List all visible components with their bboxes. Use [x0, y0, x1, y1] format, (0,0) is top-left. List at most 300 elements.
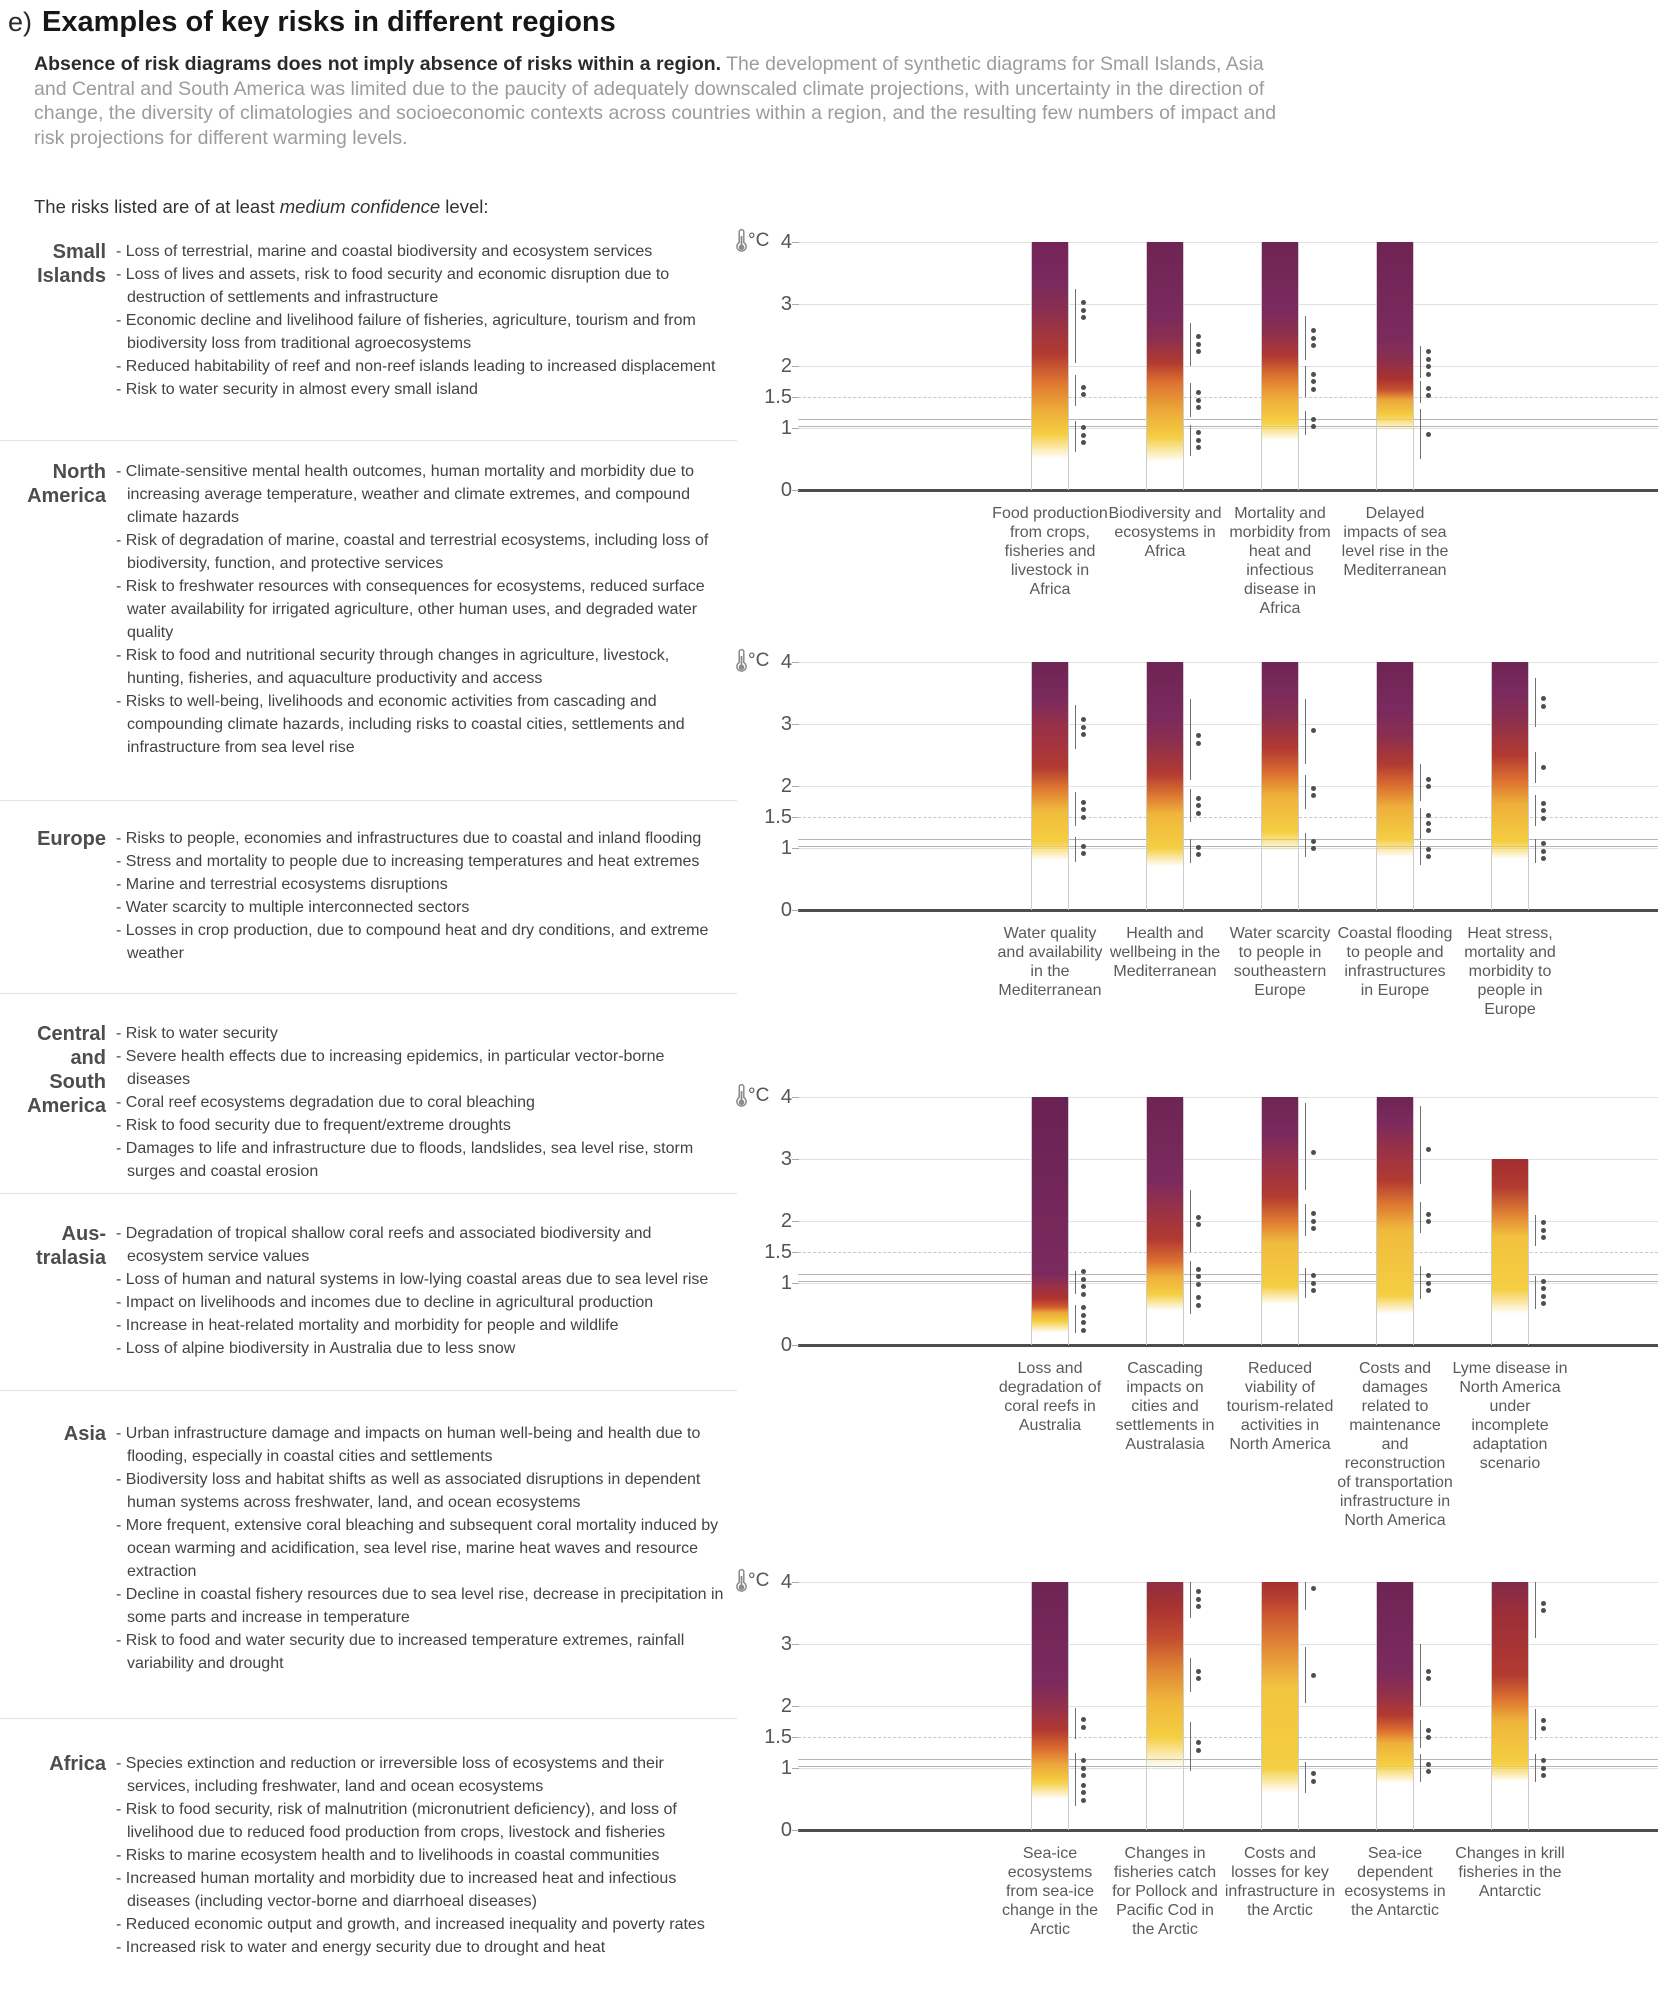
intro-bold-sentence: Absence of risk diagrams does not imply absence of risks within a region.	[34, 53, 722, 75]
confidence-dot	[1196, 803, 1201, 808]
confidence-dot	[1541, 1601, 1546, 1606]
risk-item: - Increase in heat-related mortality and morbidity for people and wildlife	[116, 1314, 730, 1337]
axis-unit	[736, 1083, 769, 1108]
risk-item: - Risk to food security, risk of malnutrition (micronutrient deficiency), and loss of livelihood due to reduced food production from crops, livestock and fisheries	[116, 1798, 730, 1844]
risk-item: - Risk of degradation of marine, coastal and terrestrial ecosystems, including loss of biodiversity, function, and protective services	[116, 529, 730, 575]
region-section-australasia	[0, 1222, 740, 1360]
x-axis-line	[798, 1829, 1658, 1832]
confidence-dot	[1541, 801, 1546, 806]
y-tick-label: 2	[780, 1695, 792, 1717]
transition-range-line	[1305, 833, 1306, 858]
confidence-dot	[1311, 793, 1316, 798]
confidence-dot	[1196, 334, 1201, 339]
confidence-dot	[1081, 1766, 1086, 1771]
confidence-dot	[1196, 445, 1201, 450]
risk-item: - Economic decline and livelihood failure of fisheries, agriculture, tourism and from biodiversity loss from traditional agroecosystems	[116, 309, 730, 355]
risk-item: - Reduced economic output and growth, and increased inequality and poverty rates	[116, 1913, 730, 1936]
region-label-central-and-south-america: Central and South America	[27, 1023, 106, 1117]
confidence-dot	[1081, 1305, 1086, 1310]
transition-range-line	[1420, 1266, 1421, 1299]
risk-item: - Reduced habitability of reef and non-reef islands leading to increased displacement	[116, 355, 730, 378]
ember-bar-reduced-viability-of-tourism-related-act	[1261, 1097, 1299, 1345]
region-label-europe: Europe	[37, 828, 106, 850]
risk-item: - Loss of terrestrial, marine and coastal biodiversity and ecosystem services	[116, 240, 730, 263]
confidence-dot	[1311, 1150, 1316, 1155]
confidence-dot	[1311, 417, 1316, 422]
region-risk-list	[116, 1022, 730, 1183]
confidence-dot	[1426, 1735, 1431, 1740]
gridline	[798, 848, 1658, 849]
confidence-dot	[1426, 1728, 1431, 1733]
transition-range-line	[1535, 1709, 1536, 1740]
transition-range-line	[1535, 795, 1536, 826]
section-divider	[0, 1718, 737, 1719]
confidence-dot	[1196, 1676, 1201, 1681]
confidence-dot	[1426, 847, 1431, 852]
confidence-dot	[1541, 765, 1546, 770]
confidence-dot	[1196, 1748, 1201, 1753]
risk-item: - Risk to food and nutritional security through changes in agriculture, livestock, hunting, fisheries, and aquaculture productivity and access	[116, 644, 730, 690]
axis-unit	[736, 648, 769, 673]
tick-mark	[792, 1582, 799, 1583]
transition-range-line	[1075, 1305, 1076, 1333]
chart-plot-area	[740, 649, 1669, 921]
burning-embers-charts	[740, 0, 1669, 1999]
transition-range-line	[1190, 699, 1191, 780]
risk-item: - Increased risk to water and energy security due to drought and heat	[116, 1936, 730, 1959]
risk-item: - Risk to freshwater resources with consequences for ecosystems, reduced surface water availability for irrigated agriculture, other human uses, and degraded water quality	[116, 575, 730, 644]
transition-range-line	[1535, 678, 1536, 728]
present-warming-line	[798, 1281, 1658, 1282]
ember-bar-water-scarcity-to-people-in-southeastern	[1261, 662, 1299, 910]
bar-label: Sea-ice dependent ecosystems in the Antarctic	[1344, 1845, 1446, 1919]
risk-item: - Risk to food security due to frequent/extreme droughts	[116, 1114, 730, 1137]
ember-bar-changes-in-krill-fisheries-in-the-antarc	[1491, 1582, 1529, 1830]
gridline	[798, 1283, 1658, 1284]
confidence-dot	[1081, 1783, 1086, 1788]
transition-range-line	[1420, 1106, 1421, 1184]
gridline	[798, 1582, 1658, 1583]
y-tick-label: 2	[780, 355, 792, 377]
embers-chart-3	[740, 1084, 1669, 1529]
present-warming-line	[798, 419, 1658, 420]
confidence-dot	[1541, 696, 1546, 701]
confidence-dot	[1311, 1273, 1316, 1278]
gridline	[798, 662, 1658, 663]
confidence-dot	[1311, 387, 1316, 392]
ember-bar-cascading-impacts-on-cities-and-settleme	[1146, 1097, 1184, 1345]
y-tick-label: 4	[780, 231, 792, 253]
confidence-dot	[1541, 1301, 1546, 1306]
ember-bar-sea-ice-dependent-ecosystems-in-the-anta	[1376, 1582, 1414, 1830]
risk-item: - Loss of alpine biodiversity in Australia due to less snow	[116, 1337, 730, 1360]
confidence-dot	[1311, 343, 1316, 348]
region-label-asia: Asia	[63, 1423, 106, 1445]
confidence-dot	[1081, 1790, 1086, 1795]
confidence-dot	[1081, 844, 1086, 849]
x-axis-line	[798, 489, 1658, 492]
ember-bar-coastal-flooding-to-people-and-infrastru	[1376, 662, 1414, 910]
dashed-1-5-line	[798, 1737, 1658, 1738]
confidence-note: The risks listed are of at least medium confidence level:	[34, 196, 489, 217]
confidence-dot	[1081, 1292, 1086, 1297]
bar-label: Water scarcity to people in southeastern Europe	[1229, 925, 1331, 999]
confidence-dot	[1426, 1288, 1431, 1293]
transition-range-line	[1190, 1289, 1191, 1314]
thermometer-icon	[736, 228, 747, 253]
confidence-dot	[1311, 328, 1316, 333]
thermometer-icon	[736, 1083, 747, 1108]
confidence-dot	[1311, 728, 1316, 733]
risk-item: - Losses in crop production, due to compound heat and dry conditions, and extreme weather	[116, 919, 730, 965]
transition-range-line	[1420, 764, 1421, 801]
confidence-dot	[1426, 1273, 1431, 1278]
transition-range-line	[1075, 837, 1076, 862]
confidence-dot	[1426, 364, 1431, 369]
region-section-small-islands	[0, 240, 740, 401]
y-tick-label: 4	[780, 651, 792, 673]
tick-mark	[792, 848, 799, 849]
confidence-dot	[1196, 1589, 1201, 1594]
confidence-dot	[1081, 308, 1086, 313]
bar-label: Reduced viability of tourism-related activities in North America	[1226, 1360, 1334, 1453]
bar-label: Changes in krill fisheries in the Antarctic	[1455, 1845, 1565, 1900]
unit-label: °C	[748, 1569, 770, 1591]
transition-range-line	[1305, 1268, 1306, 1298]
confidence-dot	[1311, 839, 1316, 844]
ember-bar-loss-and-degradation-of-coral-reefs-in-a	[1031, 1097, 1069, 1345]
confidence-dot	[1311, 379, 1316, 384]
transition-range-line	[1305, 411, 1306, 436]
y-tick-label: 1.5	[764, 1241, 792, 1263]
embers-chart-2	[740, 649, 1669, 1018]
tick-mark	[792, 1221, 799, 1222]
present-warming-line	[798, 846, 1658, 847]
confidence-dot	[1426, 777, 1431, 782]
confidence-dot	[1081, 717, 1086, 722]
y-tick-label: 1	[780, 837, 792, 859]
tick-mark	[792, 304, 799, 305]
risk-item: - Risks to people, economies and infrastructures due to coastal and inland flooding	[116, 827, 730, 850]
unit-label: °C	[748, 649, 770, 671]
present-warming-line	[798, 839, 1658, 840]
dashed-1-5-line	[798, 1252, 1658, 1253]
confidence-dot	[1081, 807, 1086, 812]
gridline	[798, 428, 1658, 429]
tick-mark	[792, 1097, 799, 1098]
confidence-dot	[1426, 432, 1431, 437]
confidence-dot	[1426, 386, 1431, 391]
transition-range-line	[1075, 705, 1076, 748]
risk-item: - Loss of lives and assets, risk to food security and economic disruption due to destruction of settlements and infrastructure	[116, 263, 730, 309]
y-tick-label: 4	[780, 1086, 792, 1108]
tick-mark	[792, 490, 799, 491]
tick-mark	[792, 1768, 799, 1769]
confidence-dot	[1196, 1669, 1201, 1674]
confidence-dot	[1081, 732, 1086, 737]
confidence-dot	[1541, 1220, 1546, 1225]
y-tick-label: 4	[780, 1571, 792, 1593]
transition-range-line	[1420, 808, 1421, 839]
confidence-dot	[1541, 849, 1546, 854]
y-tick-label: 1	[780, 1757, 792, 1779]
transition-range-line	[1305, 1582, 1306, 1610]
confidence-dot	[1081, 815, 1086, 820]
bar-label: Coastal flooding to people and infrastructures in Europe	[1337, 925, 1453, 999]
risk-item: - Risks to marine ecosystem health and to livelihoods in coastal communities	[116, 1844, 730, 1867]
gridline	[798, 1159, 1658, 1160]
confidence-dot	[1196, 796, 1201, 801]
region-label-north-america: North America	[27, 461, 106, 507]
transition-range-line	[1305, 1204, 1306, 1236]
transition-range-line	[1075, 1708, 1076, 1739]
transition-range-line	[1420, 381, 1421, 403]
confidence-dot	[1081, 800, 1086, 805]
confidence-dot	[1541, 1726, 1546, 1731]
gridline	[798, 1644, 1658, 1645]
confidence-dot	[1081, 1328, 1086, 1333]
transition-range-line	[1305, 699, 1306, 764]
confidence-dot	[1311, 1219, 1316, 1224]
confidence-dot	[1081, 1284, 1086, 1289]
transition-range-line	[1075, 289, 1076, 363]
tick-mark	[792, 662, 799, 663]
transition-range-line	[1190, 323, 1191, 366]
section-divider	[0, 1193, 737, 1194]
bar-label: Costs and losses for key infrastructure in the Arctic	[1224, 1845, 1336, 1919]
region-risk-list	[116, 1752, 730, 1959]
x-axis-line	[798, 1344, 1658, 1347]
confidence-dot	[1426, 1769, 1431, 1774]
transition-range-line	[1420, 1720, 1421, 1749]
risk-item: - Damages to life and infrastructure due to floods, landslides, sea level rise, storm surges and coastal erosion	[116, 1137, 730, 1183]
transition-range-line	[1190, 839, 1191, 864]
confidence-dot	[1541, 1235, 1546, 1240]
ember-bar-water-quality-and-availability-in-the-me	[1031, 662, 1069, 910]
transition-range-line	[1190, 383, 1191, 416]
transition-range-line	[1535, 1754, 1536, 1781]
section-divider	[0, 440, 737, 441]
region-risk-list	[116, 827, 730, 965]
transition-range-line	[1535, 1276, 1536, 1309]
gridline	[798, 1221, 1658, 1222]
section-divider	[0, 993, 737, 994]
confidence-dot	[1196, 342, 1201, 347]
confidence-dot	[1426, 1676, 1431, 1681]
x-axis-line	[798, 909, 1658, 912]
confidence-dot	[1196, 349, 1201, 354]
region-risk-list	[116, 1222, 730, 1360]
confidence-dot	[1081, 725, 1086, 730]
confidence-dot	[1081, 315, 1086, 320]
gridline	[798, 786, 1658, 787]
unit-label: °C	[748, 229, 770, 251]
confidence-dot	[1541, 704, 1546, 709]
transition-range-line	[1305, 1762, 1306, 1793]
dashed-1-5-line	[798, 817, 1658, 818]
confidence-dot	[1196, 430, 1201, 435]
ember-bar-mortality-and-morbidity-from-heat-and-in	[1261, 242, 1299, 490]
bar-label: Heat stress, mortality and morbidity to people in Europe	[1464, 925, 1556, 1018]
gridline	[798, 242, 1658, 243]
gridline	[798, 724, 1658, 725]
transition-range-line	[1190, 1261, 1191, 1292]
region-risk-lists	[0, 0, 740, 1999]
ember-bar-biodiversity-and-ecosystems-in-africa	[1146, 242, 1184, 490]
ember-bar-health-and-wellbeing-in-the-mediterranea	[1146, 662, 1184, 910]
confidence-level-italic: medium confidence	[279, 196, 441, 217]
transition-range-line	[1075, 792, 1076, 826]
region-section-europe	[0, 827, 740, 965]
y-tick-label: 1	[780, 417, 792, 439]
transition-range-line	[1420, 841, 1421, 866]
risk-item: - Severe health effects due to increasing epidemics, in particular vector-borne diseases	[116, 1045, 730, 1091]
transition-range-line	[1420, 346, 1421, 378]
confidence-dot	[1081, 440, 1086, 445]
bar-label: Health and wellbeing in the Mediterranean	[1109, 925, 1221, 980]
ember-bar-delayed-impacts-of-sea-level-rise-in-the	[1376, 242, 1414, 490]
confidence-dot	[1311, 1211, 1316, 1216]
region-label-small-islands: Small Islands	[37, 241, 106, 287]
axis-unit	[736, 1568, 769, 1593]
confidence-dot	[1311, 336, 1316, 341]
confidence-dot	[1311, 1779, 1316, 1784]
confidence-dot	[1196, 1604, 1201, 1609]
confidence-dot	[1196, 741, 1201, 746]
confidence-dot	[1426, 1147, 1431, 1152]
risk-item: - Degradation of tropical shallow coral reefs and associated biodiversity and ecosystem service values	[116, 1222, 730, 1268]
confidence-dot	[1196, 438, 1201, 443]
confidence-dot	[1081, 1798, 1086, 1803]
thermometer-icon	[736, 648, 747, 673]
confidence-dot	[1426, 784, 1431, 789]
section-divider	[0, 800, 737, 801]
axis-unit	[736, 228, 769, 253]
bar-label: Cascading impacts on cities and settlements in Australasia	[1115, 1360, 1215, 1453]
transition-range-line	[1075, 1271, 1076, 1295]
confidence-dot	[1196, 1274, 1201, 1279]
tick-mark	[792, 428, 799, 429]
confidence-dot	[1196, 390, 1201, 395]
ember-bar-food-production-from-crops-fisheries-and	[1031, 242, 1069, 490]
transition-range-line	[1535, 1215, 1536, 1246]
tick-mark	[792, 1706, 799, 1707]
tick-mark	[792, 1830, 799, 1831]
risk-item: - Risk to water security	[116, 1022, 730, 1045]
confidence-dot	[1196, 852, 1201, 857]
confidence-dot	[1541, 1294, 1546, 1299]
confidence-dot	[1196, 1282, 1201, 1287]
transition-range-line	[1190, 1658, 1191, 1693]
tick-mark	[792, 1644, 799, 1645]
transition-range-line	[1190, 425, 1191, 456]
page-title: Examples of key risks in different regions	[42, 6, 616, 38]
confidence-dot	[1081, 1277, 1086, 1282]
region-section-central-and-south-america	[0, 1022, 740, 1183]
confidence-dot	[1426, 349, 1431, 354]
transition-range-line	[1305, 366, 1306, 397]
confidence-dot	[1081, 1773, 1086, 1778]
embers-chart-4	[740, 1569, 1669, 1938]
bar-label: Food production from crops, fisheries and livestock in Africa	[992, 505, 1108, 598]
risk-item: - Marine and terrestrial ecosystems disruptions	[116, 873, 730, 896]
confidence-dot	[1541, 1228, 1546, 1233]
confidence-dot	[1541, 1608, 1546, 1613]
confidence-dot	[1196, 1303, 1201, 1308]
y-tick-label: 0	[780, 899, 792, 921]
panel-letter: e)	[8, 7, 33, 37]
transition-range-line	[1305, 1103, 1306, 1190]
present-warming-line	[798, 426, 1658, 427]
transition-range-line	[1535, 839, 1536, 864]
ember-bar-changes-in-fisheries-catch-for-pollock-a	[1146, 1582, 1184, 1830]
risk-item: - Urban infrastructure damage and impacts on human well-being and health due to flooding, especially in coastal cities and settlements	[116, 1422, 730, 1468]
confidence-dot	[1081, 425, 1086, 430]
confidence-dot	[1081, 1758, 1086, 1763]
transition-range-line	[1190, 789, 1191, 822]
confidence-dot	[1541, 1773, 1546, 1778]
bar-label: Lyme disease in North America under incomplete adaptation scenario	[1452, 1360, 1568, 1472]
confidence-dot	[1311, 1226, 1316, 1231]
transition-range-line	[1190, 1190, 1191, 1252]
transition-range-line	[1420, 1202, 1421, 1233]
y-tick-label: 3	[780, 293, 792, 315]
y-tick-label: 1.5	[764, 386, 792, 408]
confidence-dot	[1081, 385, 1086, 390]
transition-range-line	[1075, 375, 1076, 406]
chart-plot-area	[740, 229, 1669, 501]
risk-item: - Risk to water security in almost every small island	[116, 378, 730, 401]
confidence-dot	[1081, 1313, 1086, 1318]
confidence-dot	[1426, 1762, 1431, 1767]
confidence-dot	[1196, 1267, 1201, 1272]
confidence-dot	[1196, 811, 1201, 816]
confidence-dot	[1081, 1717, 1086, 1722]
risk-item: - Coral reef ecosystems degradation due to coral bleaching	[116, 1091, 730, 1114]
region-label-australasia: Aus- tralasia	[35, 1223, 106, 1269]
tick-mark	[792, 1345, 799, 1346]
ember-bar-lyme-disease-in-north-america-under-inco	[1491, 1159, 1529, 1345]
risk-item: - Species extinction and reduction or irreversible loss of ecosystems and their services, including freshwater, land and ocean ecosystems	[116, 1752, 730, 1798]
confidence-dot	[1196, 1740, 1201, 1745]
bar-label: Loss and degradation of coral reefs in Australia	[998, 1360, 1102, 1434]
confidence-dot	[1541, 808, 1546, 813]
confidence-dot	[1541, 1758, 1546, 1763]
confidence-dot	[1541, 816, 1546, 821]
bar-label: Water quality and availability in the Mediterranean	[997, 925, 1103, 999]
transition-range-line	[1535, 752, 1536, 783]
confidence-dot	[1311, 1281, 1316, 1286]
tick-mark	[792, 724, 799, 725]
confidence-dot	[1311, 1771, 1316, 1776]
chart-plot-area	[740, 1569, 1669, 1841]
transition-range-line	[1190, 1582, 1191, 1618]
tick-mark	[792, 786, 799, 787]
confidence-dot	[1311, 1586, 1316, 1591]
transition-range-line	[1305, 1647, 1306, 1703]
region-section-north-america	[0, 460, 740, 759]
y-tick-label: 1.5	[764, 1726, 792, 1748]
embers-chart-1	[740, 229, 1669, 617]
y-tick-label: 1.5	[764, 806, 792, 828]
risk-item: - Risk to food and water security due to increased temperature extremes, rainfall variability and drought	[116, 1629, 730, 1675]
transition-range-line	[1305, 775, 1306, 808]
region-section-africa	[0, 1752, 740, 1959]
confidence-dot	[1426, 821, 1431, 826]
risk-item: - Risks to well-being, livelihoods and economic activities from cascading and compounding climate hazards, including risks to coastal cities, settlements and infrastructure from sea level rise	[116, 690, 730, 759]
tick-mark	[792, 1159, 799, 1160]
confidence-dot	[1196, 845, 1201, 850]
